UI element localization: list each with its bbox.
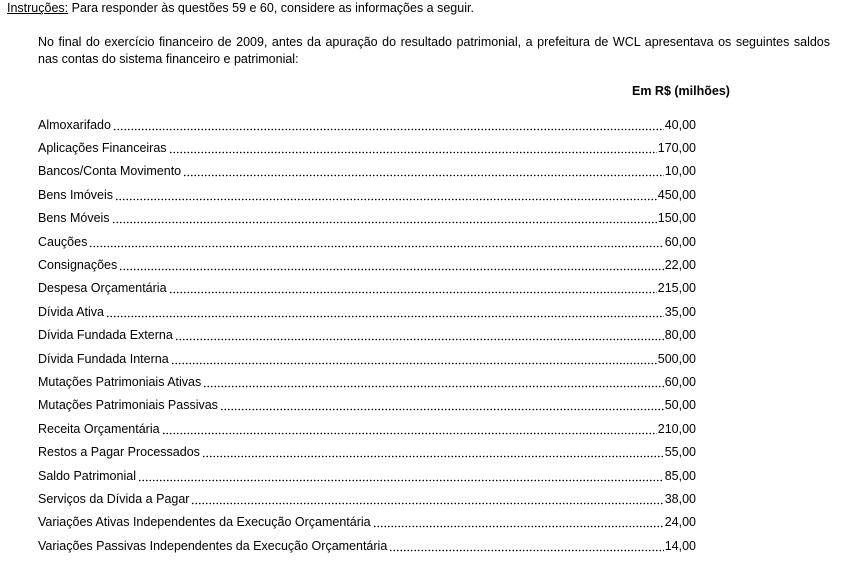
account-label: Dívida Ativa xyxy=(38,304,105,319)
account-label: Dívida Fundada Interna xyxy=(38,351,169,366)
dot-leader xyxy=(138,470,664,482)
account-value: 50,00 xyxy=(664,398,696,413)
account-label: Mutações Patrimoniais Passivas xyxy=(38,398,218,413)
dot-leader xyxy=(115,189,657,201)
account-value: 60,00 xyxy=(664,234,696,249)
dot-leader xyxy=(106,306,664,318)
account-value: 500,00 xyxy=(657,351,696,366)
dot-leader xyxy=(169,142,657,154)
account-label: Aplicações Financeiras xyxy=(38,141,167,156)
account-label: Bancos/Conta Movimento xyxy=(38,164,182,179)
account-value: 22,00 xyxy=(664,258,696,273)
account-row xyxy=(38,300,696,323)
dot-leader xyxy=(389,540,663,552)
account-value: 170,00 xyxy=(657,141,696,156)
instructions-label: Instruções: xyxy=(7,1,69,15)
account-value: 35,00 xyxy=(664,304,696,319)
intro-paragraph: No final do exercício financeiro de 2009, antes da apuração do resultado patrimonial, a prefeitura de WCL apresentava os seguintes saldos nas contas do sistema financeiro e patrimonial: xyxy=(38,35,830,66)
account-label: Restos a Pagar Processados xyxy=(38,445,200,460)
account-label: Despesa Orçamentária xyxy=(38,281,167,296)
account-label: Saldo Patrimonial xyxy=(38,468,136,483)
account-row xyxy=(38,160,696,183)
account-value: 14,00 xyxy=(664,538,696,553)
account-row xyxy=(38,417,696,440)
account-row xyxy=(38,347,696,370)
account-label: Bens Móveis xyxy=(38,211,110,226)
account-row xyxy=(38,207,696,230)
account-value: 215,00 xyxy=(657,281,696,296)
account-label: Consignações xyxy=(38,258,118,273)
dot-leader xyxy=(171,353,657,365)
instructions-line xyxy=(7,1,474,15)
account-row xyxy=(38,440,696,463)
dot-leader xyxy=(203,376,663,388)
account-label: Variações Passivas Independentes da Execução Orçamentária xyxy=(38,538,388,553)
dot-leader xyxy=(175,329,664,341)
account-label: Serviços da Dívida a Pagar xyxy=(38,491,190,506)
dot-leader xyxy=(169,282,657,294)
account-list xyxy=(38,113,696,557)
account-row xyxy=(38,534,696,557)
account-label: Almoxarifado xyxy=(38,117,111,132)
account-row xyxy=(38,324,696,347)
dot-leader xyxy=(119,259,664,271)
account-value: 150,00 xyxy=(657,211,696,226)
account-value: 40,00 xyxy=(664,117,696,132)
account-row xyxy=(38,183,696,206)
account-value: 55,00 xyxy=(664,445,696,460)
account-row xyxy=(38,394,696,417)
dot-leader xyxy=(373,516,664,528)
unit-header: Em R$ (milhões) xyxy=(632,84,730,98)
account-row xyxy=(38,487,696,510)
account-label: Variações Ativas Independentes da Execução Orçamentária xyxy=(38,515,371,530)
account-row xyxy=(38,253,696,276)
account-value: 24,00 xyxy=(664,515,696,530)
account-value: 85,00 xyxy=(664,468,696,483)
account-value: 80,00 xyxy=(664,328,696,343)
dot-leader xyxy=(183,165,664,177)
account-value: 38,00 xyxy=(664,491,696,506)
account-row xyxy=(38,277,696,300)
dot-leader xyxy=(220,399,664,411)
account-label: Receita Orçamentária xyxy=(38,421,160,436)
instructions-text: Para responder às questões 59 e 60, considere as informações a seguir. xyxy=(68,1,474,15)
account-row xyxy=(38,511,696,534)
dot-leader xyxy=(202,446,664,458)
account-value: 210,00 xyxy=(657,421,696,436)
account-row xyxy=(38,113,696,136)
dot-leader xyxy=(191,493,663,505)
account-label: Mutações Patrimoniais Ativas xyxy=(38,374,202,389)
account-label: Dívida Fundada Externa xyxy=(38,328,173,343)
account-row xyxy=(38,230,696,253)
account-value: 450,00 xyxy=(657,187,696,202)
account-value: 10,00 xyxy=(664,164,696,179)
dot-leader xyxy=(89,236,663,248)
account-label: Bens Imóveis xyxy=(38,187,114,202)
account-value: 60,00 xyxy=(664,374,696,389)
account-label: Cauções xyxy=(38,234,88,249)
account-row xyxy=(38,370,696,393)
account-row xyxy=(38,464,696,487)
dot-leader xyxy=(112,212,657,224)
account-row xyxy=(38,136,696,159)
dot-leader xyxy=(162,423,657,435)
dot-leader xyxy=(113,119,664,131)
